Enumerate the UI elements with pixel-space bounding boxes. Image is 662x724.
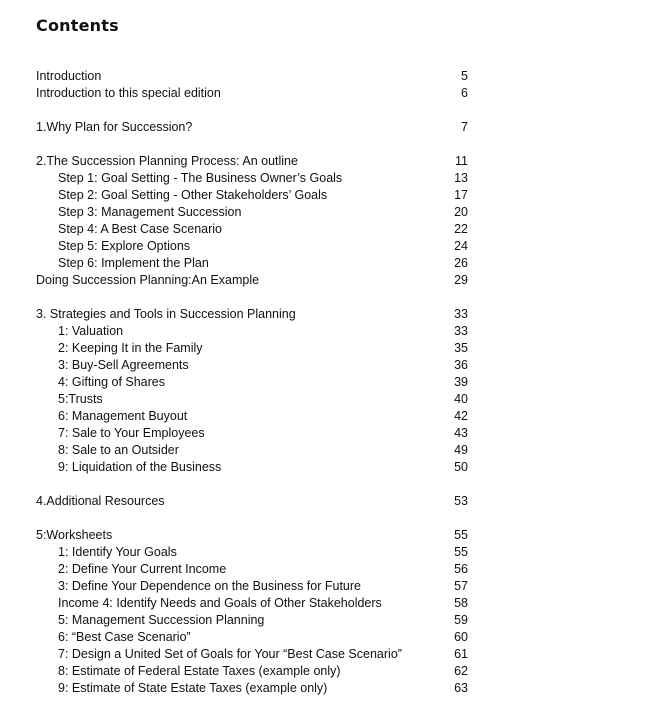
toc-entry [0, 357, 662, 374]
toc-entry-page-number: 55 [454, 545, 468, 559]
toc-entry-page-number: 22 [454, 222, 468, 236]
toc-entry-title: 8: Sale to an Outsider [58, 443, 179, 457]
toc-entry-title: 7: Design a United Set of Goals for Your “Best Case Scenario” [58, 647, 402, 661]
toc-entry [0, 459, 662, 476]
toc-entry-page-number: 61 [454, 647, 468, 661]
toc-entry-page-number: 13 [454, 171, 468, 185]
toc-entry-page-number: 53 [454, 494, 468, 508]
toc-entry [0, 493, 662, 510]
toc-entry [0, 612, 662, 629]
toc-entry-page-number: 42 [454, 409, 468, 423]
toc-entry [0, 340, 662, 357]
toc-entry-title: 5:Trusts [58, 392, 103, 406]
toc-entry-page-number: 58 [454, 596, 468, 610]
toc-entry-title: 2.The Succession Planning Process: An outline [36, 154, 298, 168]
toc-entry-title: 6: “Best Case Scenario” [58, 630, 191, 644]
toc-entry [0, 408, 662, 425]
toc-entry-title: 4: Gifting of Shares [58, 375, 166, 389]
toc-entry-title: Step 1: Goal Setting - The Business Owner’s Goals [58, 171, 343, 185]
toc-entry-title: 9: Liquidation of the Business [58, 460, 222, 474]
toc-entry-page-number: 35 [454, 341, 468, 355]
toc-entry-page-number: 39 [454, 375, 468, 389]
toc-entry-page-number: 24 [454, 239, 468, 253]
toc-entry-page-number: 59 [454, 613, 468, 627]
toc-entry [0, 595, 662, 612]
toc-entry [0, 323, 662, 340]
toc-entry [0, 680, 662, 697]
toc-entry-title: 2: Keeping It in the Family [58, 341, 203, 355]
toc-entry-page-number: 56 [454, 562, 468, 576]
toc-entry-title: 1: Valuation [58, 324, 124, 338]
toc-entry-title: Introduction [36, 69, 102, 83]
toc-entry [0, 255, 662, 272]
toc-entry-title: 6: Management Buyout [58, 409, 188, 423]
toc-entry-page-number: 6 [461, 86, 468, 100]
toc-entry-page-number: 43 [454, 426, 468, 440]
toc-entry-title: Step 2: Goal Setting - Other Stakeholders’ Goals [58, 188, 328, 202]
toc-entry-title: Step 4: A Best Case Scenario [58, 222, 222, 236]
toc-entry-page-number: 36 [454, 358, 468, 372]
toc-entry-title: 1: Identify Your Goals [58, 545, 177, 559]
toc-entry-page-number: 33 [454, 307, 468, 321]
toc-entry [0, 442, 662, 459]
toc-entry-title: Doing Succession Planning:An Example [36, 273, 260, 287]
toc-entry-page-number: 26 [454, 256, 468, 270]
toc-entry [0, 544, 662, 561]
toc-entry-page-number: 50 [454, 460, 468, 474]
toc-entry [0, 391, 662, 408]
toc-entry [0, 221, 662, 238]
toc-entry-page-number: 63 [454, 681, 468, 695]
toc-entry-page-number: 33 [454, 324, 468, 338]
toc-entry [0, 425, 662, 442]
toc-entry-title: Step 3: Management Succession [58, 205, 242, 219]
toc-entry [0, 561, 662, 578]
toc-entry-page-number: 5 [461, 69, 468, 83]
toc-entry-page-number: 62 [454, 664, 468, 678]
toc-entry-title: 3: Buy-Sell Agreements [58, 358, 189, 372]
toc-entry-page-number: 49 [454, 443, 468, 457]
toc-entry-page-number: 20 [454, 205, 468, 219]
toc-entry-title: 3. Strategies and Tools in Succession Planning [36, 307, 296, 321]
toc-entry [0, 68, 662, 85]
toc-entry [0, 374, 662, 391]
toc-entry-page-number: 17 [454, 188, 468, 202]
toc-entry-title: 8: Estimate of Federal Estate Taxes (example only) [58, 664, 341, 678]
toc-entry-title: 3: Define Your Dependence on the Business for Future [58, 579, 361, 593]
toc-entry [0, 272, 662, 289]
toc-entry [0, 578, 662, 595]
toc-entry-page-number: 7 [461, 120, 468, 134]
toc-entry-title: 9: Estimate of State Estate Taxes (example only) [58, 681, 328, 695]
table-of-contents [0, 68, 662, 697]
toc-entry-title: Introduction to this special edition [36, 86, 221, 100]
toc-entry-title: Step 6: Implement the Plan [58, 256, 209, 270]
toc-entry-title: 7: Sale to Your Employees [58, 426, 205, 440]
toc-entry-page-number: 60 [454, 630, 468, 644]
toc-entry [0, 85, 662, 102]
toc-entry-title: 2: Define Your Current Income [58, 562, 227, 576]
toc-entry [0, 238, 662, 255]
toc-entry-title: 4.Additional Resources [36, 494, 165, 508]
toc-entry-title: Income 4: Identify Needs and Goals of Other Stakeholders [58, 596, 382, 610]
toc-entry-title: 5:Worksheets [36, 528, 113, 542]
toc-entry-title: 1.Why Plan for Succession? [36, 120, 193, 134]
toc-entry [0, 663, 662, 680]
toc-entry-page-number: 57 [454, 579, 468, 593]
toc-entry-page-number: 55 [454, 528, 468, 542]
toc-entry [0, 306, 662, 323]
toc-entry-page-number: 11 [455, 154, 468, 168]
toc-entry-page-number: 40 [454, 392, 468, 406]
toc-entry [0, 646, 662, 663]
toc-entry [0, 170, 662, 187]
toc-entry-title: 5: Management Succession Planning [58, 613, 265, 627]
toc-entry [0, 629, 662, 646]
toc-entry [0, 527, 662, 544]
toc-entry [0, 204, 662, 221]
toc-entry-title: Step 5: Explore Options [58, 239, 191, 253]
toc-entry [0, 119, 662, 136]
contents-heading: Contents [36, 16, 119, 35]
toc-entry [0, 153, 662, 170]
toc-entry [0, 187, 662, 204]
toc-entry-page-number: 29 [454, 273, 468, 287]
